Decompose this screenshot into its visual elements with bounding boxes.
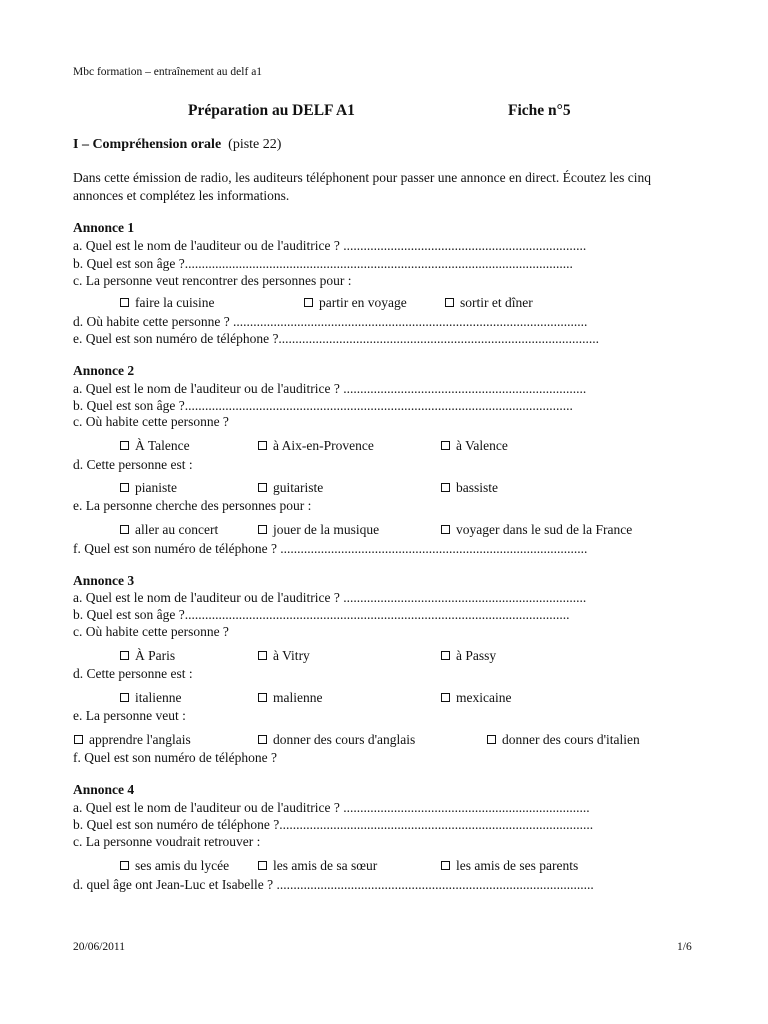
annonce-2-question-c: c. Où habite cette personne ? <box>73 414 229 429</box>
checkbox[interactable] <box>120 298 129 307</box>
option-label: donner des cours d'italien <box>502 732 640 747</box>
footer-date: 20/06/2011 <box>73 941 125 953</box>
checkbox[interactable] <box>258 483 267 492</box>
option-label: à Valence <box>456 438 508 453</box>
checkbox[interactable] <box>120 483 129 492</box>
option-label: sortir et dîner <box>460 295 533 310</box>
annonce-3-city-option[interactable] <box>258 647 310 665</box>
annonce-3-question-a: a. Quel est le nom de l'auditeur ou de l'auditrice ? ........................................................................ <box>73 590 587 605</box>
running-header: Mbc formation – entraînement au delf a1 <box>73 66 263 78</box>
option-label: à Vitry <box>273 648 310 663</box>
checkbox[interactable] <box>441 861 450 870</box>
option-label: bassiste <box>456 480 498 495</box>
annonce-1-question-b: b. Quel est son âge ?................................................................................................................... <box>73 256 573 271</box>
annonce-3-question-d: d. Cette personne est : <box>73 666 193 681</box>
annonce-3-nationality-option[interactable] <box>258 689 322 707</box>
annonce-1-option[interactable] <box>120 294 214 312</box>
checkbox[interactable] <box>304 298 313 307</box>
checkbox[interactable] <box>74 735 83 744</box>
annonce-3-nationality-option[interactable] <box>441 689 511 707</box>
option-label: pianiste <box>135 480 177 495</box>
option-label: à Passy <box>456 648 497 663</box>
option-label: À Paris <box>135 648 176 663</box>
option-label: À Talence <box>135 438 190 453</box>
annonce-3-question-b: b. Quel est son âge ?.................................................................................................................. <box>73 607 570 622</box>
annonce-2-question-f: f. Quel est son numéro de téléphone ? ........................................................................................... <box>73 541 588 556</box>
checkbox[interactable] <box>487 735 496 744</box>
annonce-3-question-e: e. La personne veut : <box>73 708 186 723</box>
checkbox[interactable] <box>120 651 129 660</box>
annonce-2-question-d: d. Cette personne est : <box>73 457 193 472</box>
annonce-4-question-c: c. La personne voudrait retrouver : <box>73 834 261 849</box>
annonce-4-title: Annonce 4 <box>73 782 135 797</box>
checkbox[interactable] <box>258 525 267 534</box>
checkbox[interactable] <box>120 693 129 702</box>
option-label: guitariste <box>273 480 324 495</box>
annonce-3-goal-option[interactable] <box>487 731 640 749</box>
annonce-2-question-a: a. Quel est le nom de l'auditeur ou de l'auditrice ? ........................................................................ <box>73 381 587 396</box>
annonce-3-goal-option[interactable] <box>74 731 191 749</box>
annonce-2-question-b: b. Quel est son âge ?................................................................................................................... <box>73 398 573 413</box>
section-label: I – Compréhension orale <box>73 137 222 152</box>
option-label: à Aix-en-Provence <box>273 438 374 453</box>
annonce-3-title: Annonce 3 <box>73 573 135 588</box>
option-label: apprendre l'anglais <box>89 732 191 747</box>
annonce-2-question-e: e. La personne cherche des personnes pour : <box>73 498 312 513</box>
annonce-2-purpose-option[interactable] <box>441 521 632 539</box>
checkbox[interactable] <box>441 483 450 492</box>
annonce-1-question-c: c. La personne veut rencontrer des personnes pour : <box>73 273 352 288</box>
checkbox[interactable] <box>258 861 267 870</box>
annonce-3-question-f: f. Quel est son numéro de téléphone ? <box>73 750 277 765</box>
checkbox[interactable] <box>441 651 450 660</box>
page-title: Préparation au DELF A1 <box>188 102 355 119</box>
instructions: Dans cette émission de radio, les auditeurs téléphonent pour passer une annonce en direct. Écoutez les cinq annonces et complétez les informations. <box>73 170 652 203</box>
annonce-1-title: Annonce 1 <box>73 220 135 235</box>
option-label: malienne <box>273 690 323 705</box>
option-label: voyager dans le sud de la France <box>456 522 633 537</box>
option-label: aller au concert <box>135 522 219 537</box>
annonce-4-friends-option[interactable] <box>258 857 377 875</box>
option-label: donner des cours d'anglais <box>273 732 416 747</box>
option-label: jouer de la musique <box>273 522 380 537</box>
option-label: les amis de sa sœur <box>273 858 378 873</box>
fiche-number: Fiche n°5 <box>508 102 571 119</box>
annonce-1-question-d: d. Où habite cette personne ? ......................................................................................................... <box>73 314 588 329</box>
checkbox[interactable] <box>441 441 450 450</box>
annonce-4-question-d: d. quel âge ont Jean-Luc et Isabelle ? .............................................................................................. <box>73 877 594 892</box>
annonce-2-role-option[interactable] <box>441 479 498 497</box>
annonce-2-title: Annonce 2 <box>73 363 135 378</box>
annonce-1-option[interactable] <box>304 294 407 312</box>
section-heading <box>73 137 281 153</box>
annonce-4-friends-option[interactable] <box>441 857 578 875</box>
annonce-3-city-option[interactable] <box>120 647 175 665</box>
annonce-3-goal-option[interactable] <box>258 731 415 749</box>
checkbox[interactable] <box>441 525 450 534</box>
checkbox[interactable] <box>120 861 129 870</box>
annonce-1-question-e: e. Quel est son numéro de téléphone ?............................................................................................... <box>73 331 600 346</box>
checkbox[interactable] <box>120 441 129 450</box>
annonce-4-friends-option[interactable] <box>120 857 229 875</box>
annonce-2-role-option[interactable] <box>258 479 323 497</box>
annonce-4-question-b: b. Quel est son numéro de téléphone ?............................................................................................. <box>73 817 594 832</box>
annonce-2-purpose-option[interactable] <box>258 521 379 539</box>
option-label: partir en voyage <box>319 295 407 310</box>
checkbox[interactable] <box>441 693 450 702</box>
checkbox[interactable] <box>120 525 129 534</box>
annonce-1-option[interactable] <box>445 294 533 312</box>
option-label: mexicaine <box>456 690 512 705</box>
annonce-2-purpose-option[interactable] <box>120 521 218 539</box>
checkbox[interactable] <box>258 441 267 450</box>
annonce-2-role-option[interactable] <box>120 479 177 497</box>
option-label: faire la cuisine <box>135 295 215 310</box>
annonce-2-city-option[interactable] <box>441 437 508 455</box>
checkbox[interactable] <box>258 651 267 660</box>
annonce-4-question-a: a. Quel est le nom de l'auditeur ou de l'auditrice ? ......................................................................... <box>73 800 590 815</box>
checkbox[interactable] <box>445 298 454 307</box>
annonce-3-question-c: c. Où habite cette personne ? <box>73 624 229 639</box>
annonce-1-question-a: a. Quel est le nom de l'auditeur ou de l'auditrice ? ........................................................................ <box>73 238 587 253</box>
annonce-2-city-option[interactable] <box>258 437 374 455</box>
annonce-3-city-option[interactable] <box>441 647 496 665</box>
option-label: italienne <box>135 690 182 705</box>
annonce-2-city-option[interactable] <box>120 437 190 455</box>
annonce-3-nationality-option[interactable] <box>120 689 181 707</box>
option-label: les amis de ses parents <box>456 858 579 873</box>
section-note: (piste 22) <box>228 137 282 152</box>
checkbox[interactable] <box>258 693 267 702</box>
checkbox[interactable] <box>258 735 267 744</box>
footer-page-number: 1/6 <box>677 941 692 953</box>
option-label: ses amis du lycée <box>135 858 230 873</box>
